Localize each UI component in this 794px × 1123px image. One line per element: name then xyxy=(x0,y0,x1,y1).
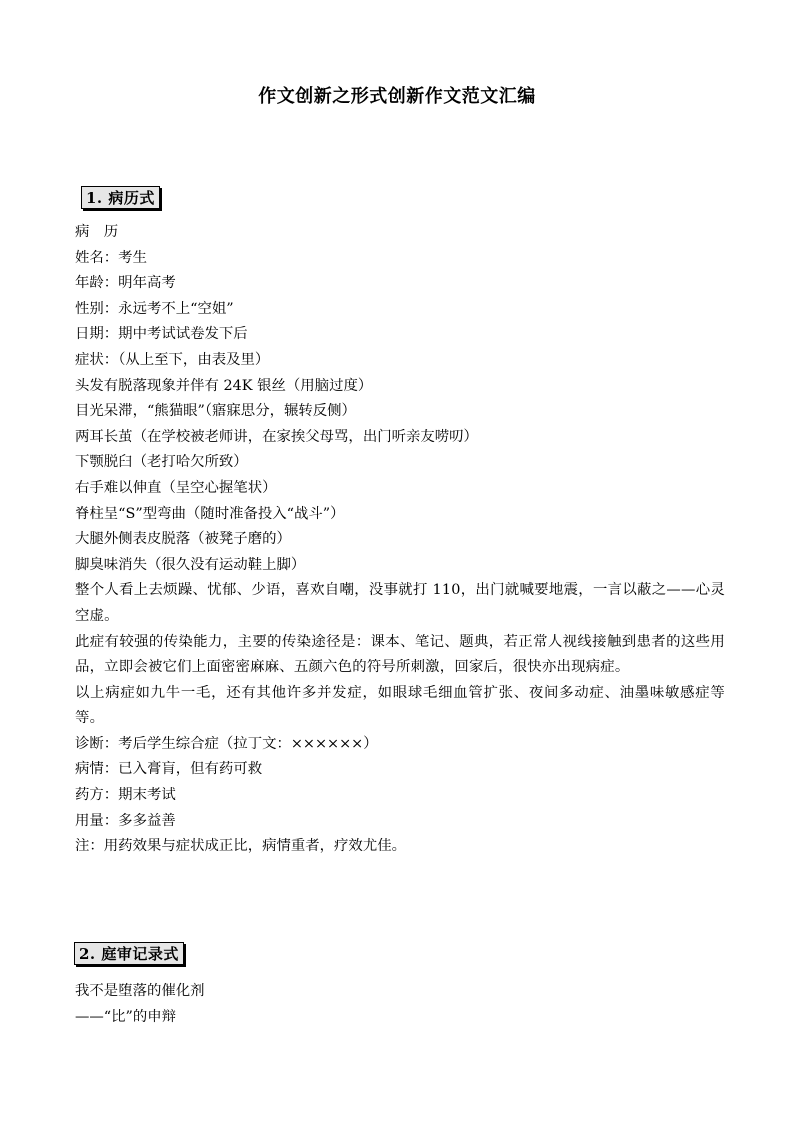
text-line: 症状：（从上至下，由表及里） xyxy=(75,351,270,368)
text-line: 大腿外侧表皮脱落（被凳子磨的） xyxy=(75,531,291,548)
text-paragraph: 以上病症如九牛一毛，还有其他许多并发症，如眼球毛细血管扩张、夜间多动症、油墨味敏感症等等。 xyxy=(75,684,725,727)
text-line: 诊断：考后学生综合症（拉丁文：××××××） xyxy=(75,735,378,752)
section-body-court-record xyxy=(75,979,725,1030)
text-line: 病情：已入膏肓，但有药可救 xyxy=(75,761,263,778)
text-line: 性别：永远考不上“空姐” xyxy=(75,300,234,317)
section-heading-court-record: 2. 庭审记录式 xyxy=(74,942,184,965)
text-paragraph: 整个人看上去烦躁、忧郁、少语，喜欢自嘲，没事就打 110，出门就喊要地震，一言以蔽之——心灵空虚。 xyxy=(75,582,725,624)
text-line: 脚臭味消失（很久没有运动鞋上脚） xyxy=(75,556,306,573)
section-body-medical-record xyxy=(75,220,725,860)
section-heading-medical-record: 1. 病历式 xyxy=(81,186,160,209)
text-line: 两耳长茧（在学校被老师讲，在家挨父母骂，出门听亲友唠叨） xyxy=(75,428,478,445)
text-line: 病 历 xyxy=(75,224,119,240)
text-paragraph: 此症有较强的传染能力，主要的传染途径是：课本、笔记、题典，若正常人视线接触到患者的这些用品，立即会被它们上面密密麻麻、五颜六色的符号所刺激，回家后，很快亦出现病症。 xyxy=(75,633,725,676)
text-line: 姓名：考生 xyxy=(75,249,147,266)
text-line: 下颚脱臼（老打哈欠所致） xyxy=(75,454,248,471)
text-line: 注：用药效果与症状成正比，病情重者，疗效尤佳。 xyxy=(75,838,406,855)
text-line: 药方：期末考试 xyxy=(75,787,176,804)
text-line: 右手难以伸直（呈空心握笔状） xyxy=(75,479,277,496)
text-line: 年龄：明年高考 xyxy=(75,275,176,292)
text-line: 脊柱呈“S”型弯曲（随时准备投入“战斗”） xyxy=(75,505,345,522)
text-line: 我不是堕落的催化剂 xyxy=(75,983,205,999)
text-line: 用量：多多益善 xyxy=(75,812,176,829)
text-line: 头发有脱落现象并伴有 24K 银丝（用脑过度） xyxy=(75,377,373,394)
text-line: ——“比”的申辩 xyxy=(75,1008,177,1025)
text-line: 日期：期中考试试卷发下后 xyxy=(75,326,248,343)
text-line: 目光呆滞，“熊猫眼”（寤寐思分，辗转反侧） xyxy=(75,403,356,420)
document-title: 作文创新之形式创新作文范文汇编 xyxy=(258,86,536,107)
